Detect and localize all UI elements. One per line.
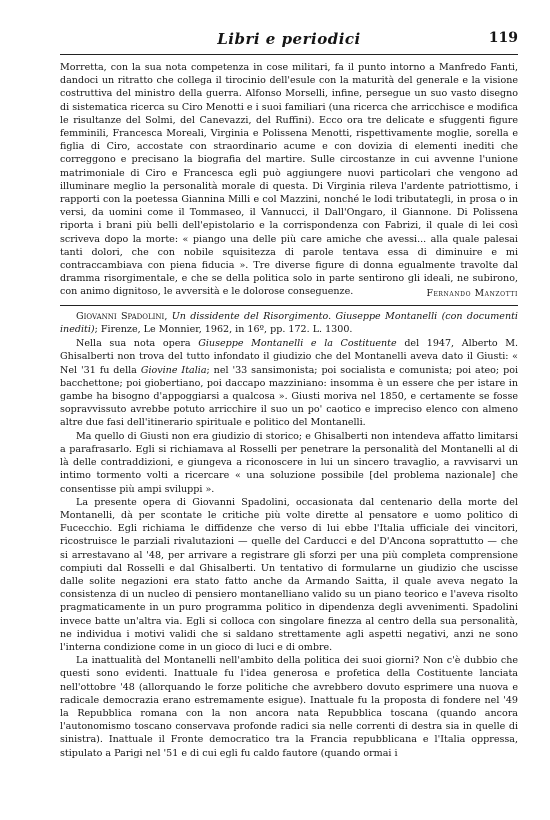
book-publisher: ; Firenze, Le Monnier, 1962, in 16º, pp. 172. L. 1300. [94,324,353,336]
page-header [60,26,518,55]
review2-paragraph-1: Nella sua nota opera Giuseppe Montanelli e la Costituente del 1947, Alberto M. Ghisalberti non trova del tutto infondato il giudizio che del Montanelli aveva dato il Giusti: « Nel '31 fu della Giovine Italia; nel '33 sansimonista; poi socialista e comunista; poi ateo; poi bacchettone; poi giobertiano, poi daccapo mazziniano: insomma è un essere che per istare in gambe ha bisogno d'appoggiarsi a qualcosa ». Giusti moriva nel 1850, e certamente se fosse sopravvissuto avrebbe potuto arricchire il suo un po' caotico e impreciso elenco con almeno altre due fasi dell'itinerario spirituale e politico del Montanelli. [60,338,519,429]
page-number: 119 [488,30,518,46]
book-author: Giovanni Spadolini [76,310,165,322]
review1-paragraph: Morretta, con la sua nota competenza in cose militari, fa il punto intorno a Manfredo Fanti, dandoci un ritratto che collega il tirocinio dell'esule con la maturità del generale e la visione costruttiva del ministro della guerra. Alfonso Morselli, infine, persegue un suo vasto disegno di sistematica ricerca su Ciro Menotti e i suoi familiari (una ricerca che arricchisce e modifica le risultanze del Solmi, del Canevazzi, del Ruffini). Ecco ora tre delicate e sfuggenti figure femminili, Francesca Moreali, Virginia e Polissena Menotti, rispettivamente moglie, sorella e figlia di Ciro, accostate con straordinario acume e con dovizia di elementi inediti che correggono e precisano la biografia del martire. Sulle circostanze in cui avvenne l'unione matrimoniale di Ciro e Francesca egli può aggiungere nuovi particolari che vengono ad illuminare meglio la personalità morale di questa. Di Virginia rileva l'ardente patriottismo, i rapporti con la poetessa Giannina Milli e col Mazzini, nonché le lodi tributategli, in prosa o in versi, da uomini come il Tommaseo, il Vannucci, il Dall'Ongaro, il Giannone. Di Polissena riporta i brani più belli dell'epistolario e la corrispondenza con Fabrizi, il quale di lei così scriveva dopo la morte: « piango una delle più care amiche che avessi... alla quale palesai tanti dolori, che con nobile squisitezza di parole tentava essa di diminuire e mi contraccambiava con piena fiducia ». Tre diverse figure di donna egualmente travolte dal dramma risorgimentale, e che se della politica solo in parte sentirono gli ideali, ne subirono, con animo dignitoso, le avversità e le dolorose conseguenze. [60,62,518,298]
reviewer-signature: Fernando Manzotti [426,287,518,299]
book-title: Un dissidente del Risorgimento. Giuseppe Montanelli (con documenti inediti) [60,310,518,336]
body-text [60,61,518,760]
section-divider [60,305,518,306]
book-reference: Giovanni Spadolini, Un dissidente del Risorgimento. Giuseppe Montanelli (con documenti inediti); Firenze, Le Monnier, 1962, in 16º, pp. 172. L. 1300. [60,310,518,336]
running-head: Libri e periodici [217,30,361,48]
review2-paragraph-4: La inattualità del Montanelli nell'ambito della politica dei suoi giorni? Non c'è dubbio che questi sono evidenti. Inattuale fu l'idea generosa e profetica della Costituente lanciata nell'ottobre '48 (allorquando le forze politiche che avrebbero dovuto esprimere una nuova e radicale democrazia erano estremamente esigue). Inattuale fu la proposta di fondere nel '49 la Repubblica romana con la non ancora nata Repubblica toscana (quando ancora l'autonomismo toscano conservava profonde radici sia nelle correnti di destra sia in quelle di sinistra). Inattuale il Fronte democratico tra la Francia repubblicana e l'Italia oppressa, stipulato a Parigi nel '51 e di cui egli fu caldo fautore (quando ormai i [60,655,518,759]
review2-paragraph-3: La presente opera di Giovanni Spadolini, occasionata dal centenario della morte del Montanelli, dà per scontate le critiche più volte dirette al pensatore e uomo politico di Fucecchio. Egli richiama le diffidenze che verso di lui ebbe l'Italia ufficiale dei vincitori, ricostruisce le parziali rivalutazioni — quelle del Carducci e del D'Ancona soprattutto — che si arrestavano al '48, per arrivare a registrare gli sforzi per una più completa comprensione compiuti dal Rosselli e dal Ghisalberti. Un tentativo di formularne un giudizio che uscisse dalle solite negazioni era stato fatto anche da Armando Saitta, il quale aveva negato la consistenza di un nucleo di pensiero montanelliano valido su un piano teorico e l'aveva risolto pragmaticamente in un puro programma politico in dipendenza degli avvenimenti. Spadolini invece batte un'altra via. Egli si colloca con singolare finezza al centro della sua personalità, ne individua i motivi validi che si saldano strettamente agli aspetti negativi, anzi ne sono l'interna condizione come in un gioco di luci e di ombre. [60,496,518,653]
review2-paragraph-2: Ma quello di Giusti non era giudizio di storico; e Ghisalberti non intendeva affatto limitarsi a parafrasarlo. Egli si richiamava al Rosselli per penetrare la personalità del Montanelli al di là delle contraddizioni, e giungeva a riconoscere in lui un sincero travaglio, a ravvisarvi un intimo tormento volti a ricercare « una soluzione possibile [del problema nazionale] che consentisse più ampi sviluppi ». [60,430,518,495]
